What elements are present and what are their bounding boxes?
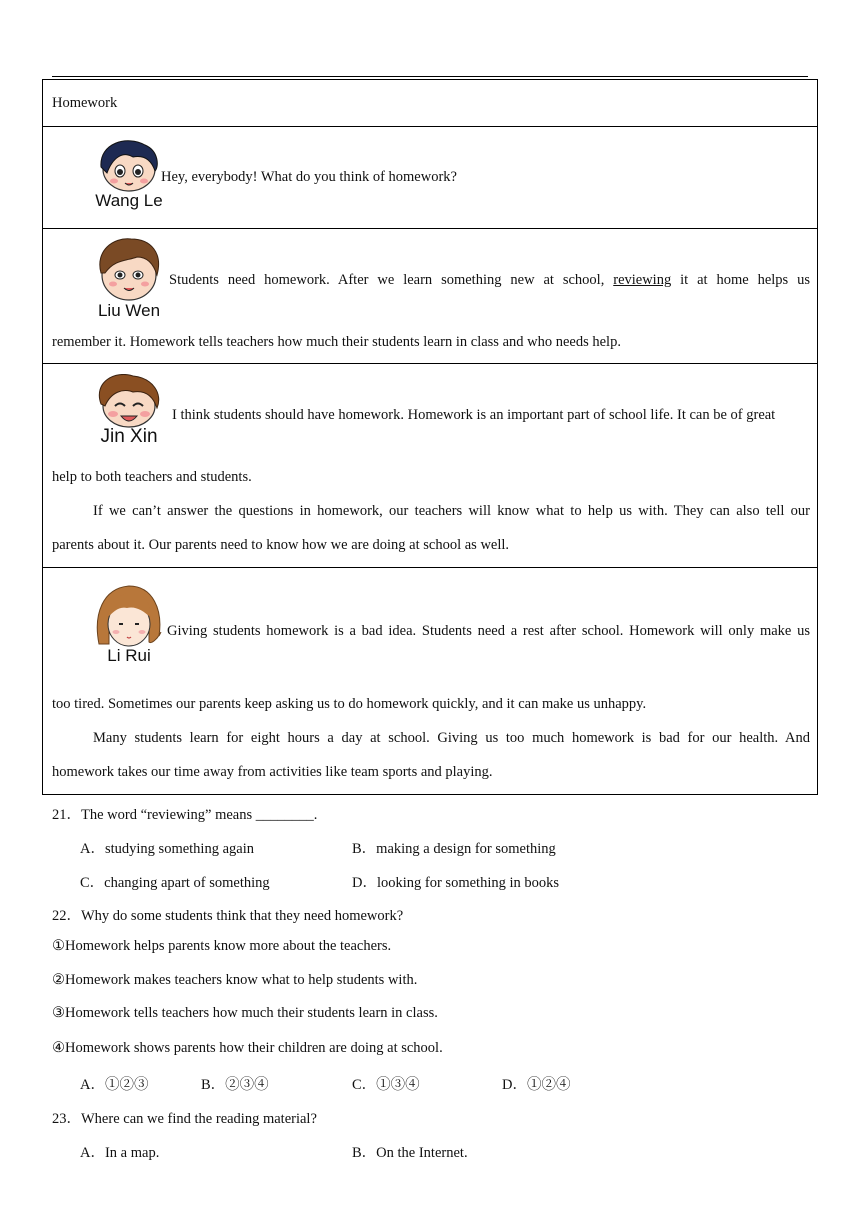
q23-option-b[interactable]: B．On the Internet.: [352, 1145, 468, 1161]
liu-wen-row: [43, 228, 817, 363]
liu-wen-text-a: Students need homework. After we learn something new at school,: [169, 272, 605, 288]
jin-xin-avatar: [93, 374, 165, 448]
jin-xin-line-3: If we can’t answer the questions in homework, our teachers will know what to help us with. They can also tell our: [93, 503, 810, 519]
q23-stem: 23．Where can we find the reading material?: [52, 1111, 317, 1127]
q21-option-b[interactable]: B．making a design for something: [352, 841, 556, 857]
q22-statement-1: ①Homework helps parents know more about the teachers.: [52, 938, 392, 954]
header-rule: [52, 76, 808, 77]
table-title-row: [43, 80, 817, 126]
reviewing-underlined: reviewing: [613, 272, 672, 288]
jin-xin-line-4: parents about it. Our parents need to know how we are doing at school as well.: [52, 537, 510, 553]
q22-statement-2: ②Homework makes teachers know what to help students with.: [52, 972, 418, 988]
q21-option-a[interactable]: A．studying something again: [80, 841, 254, 857]
q22-option-a[interactable]: A．①②③: [80, 1077, 149, 1093]
liu-wen-line-1: [169, 272, 810, 289]
jin-xin-line-2: help to both teachers and students.: [52, 469, 252, 485]
q22-statement-3: ③Homework tells teachers how much their students learn in class.: [52, 1005, 438, 1021]
jin-xin-line-1: I think students should have homework. Homework is an important part of school life. It can be of great: [172, 407, 776, 423]
q21-option-d[interactable]: D．looking for something in books: [352, 875, 560, 891]
jin-xin-name: Jin Xin: [100, 426, 158, 447]
li-rui-line-4: homework takes our time away from activities like team sports and playing.: [52, 764, 493, 780]
liu-wen-line-2: remember it. Homework tells teachers how much their students learn in class and who needs help.: [52, 334, 621, 350]
boy-face-icon: [93, 137, 165, 193]
q23-option-a[interactable]: A．In a map.: [80, 1145, 160, 1161]
li-rui-name: Li Rui: [107, 646, 151, 665]
jin-xin-row: [43, 363, 817, 567]
li-rui-avatar: [93, 584, 165, 666]
q22-option-d[interactable]: D．①②④: [502, 1077, 571, 1093]
q22-stem: 22．Why do some students think that they need homework?: [52, 908, 404, 924]
wang-le-row: [43, 126, 817, 228]
table-title: Homework: [52, 95, 118, 111]
wang-le-avatar: [93, 137, 165, 211]
liu-wen-text-b: it at home helps us: [680, 272, 810, 288]
liu-wen-name: Liu Wen: [97, 301, 161, 320]
curly-boy-face-icon: [93, 237, 165, 303]
li-rui-line-3: Many students learn for eight hours a day at school. Giving us too much homework is bad for our health. And: [93, 730, 810, 746]
laughing-boy-face-icon: [93, 374, 165, 428]
q22-option-c[interactable]: C．①③④: [352, 1077, 420, 1093]
q22-statement-4: ④Homework shows parents how their children are doing at school.: [52, 1040, 443, 1056]
li-rui-row: [43, 567, 817, 794]
li-rui-line-2: too tired. Sometimes our parents keep asking us to do homework quickly, and it can make us unhappy.: [52, 696, 647, 712]
q22-option-b[interactable]: B．②③④: [201, 1077, 269, 1093]
wang-le-text: Hey, everybody! What do you think of homework?: [161, 169, 457, 185]
reading-table: [42, 79, 818, 795]
liu-wen-avatar: [93, 237, 165, 321]
q21-stem: 21．The word “reviewing” means ________.: [52, 807, 318, 823]
girl-face-icon: [93, 584, 165, 648]
li-rui-line-1: Giving students homework is a bad idea. Students need a rest after school. Homework will only make us: [167, 623, 810, 639]
q21-option-c[interactable]: C．changing apart of something: [80, 875, 270, 891]
wang-le-name: Wang Le: [95, 191, 163, 210]
